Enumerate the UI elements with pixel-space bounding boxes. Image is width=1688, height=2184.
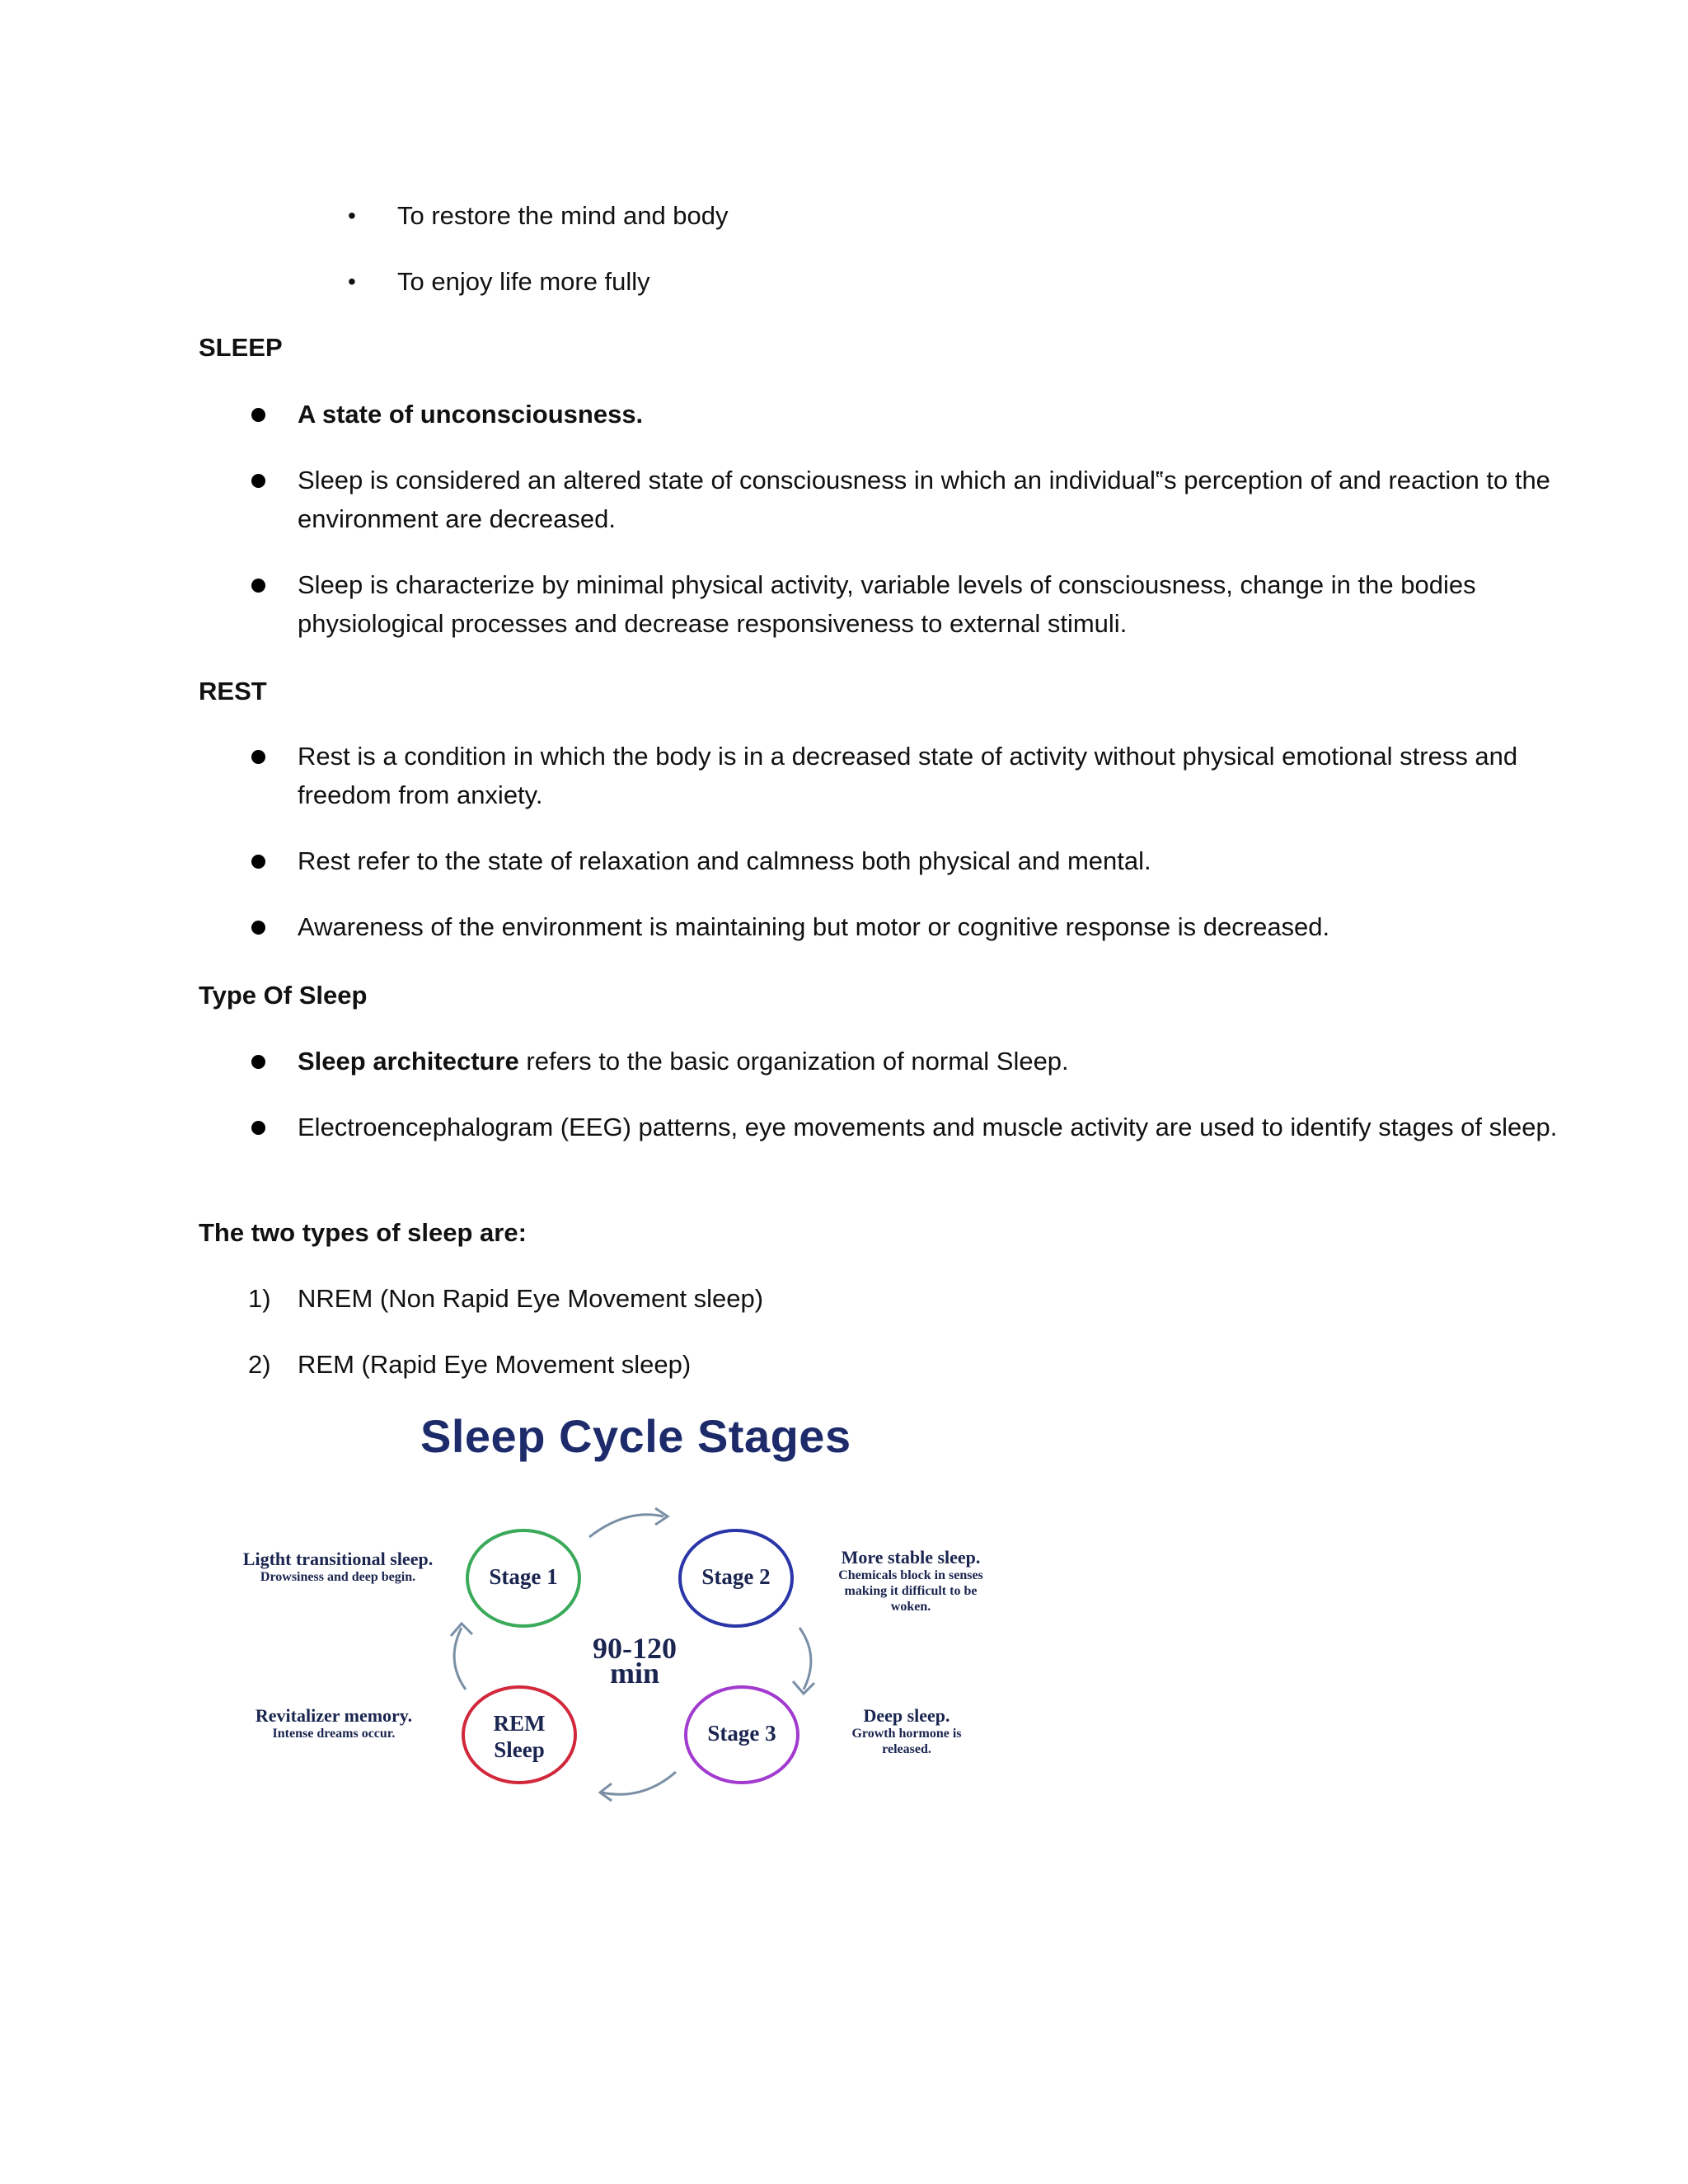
rem-label-line2: Sleep [494, 1737, 545, 1762]
stage-2-label: Stage 2 [701, 1564, 771, 1589]
stage-1-desc-sub: Drowsiness and deep begin. [260, 1570, 416, 1584]
rest-bullet-3: Awareness of the environment is maintaining but motor or cognitive response is decreased. [298, 912, 1330, 941]
bullet-dot [251, 855, 265, 869]
list-item-nrem: NREM (Non Rapid Eye Movement sleep) [298, 1284, 764, 1313]
stage-3-description [824, 1706, 989, 1757]
arrow-icon [585, 1504, 676, 1545]
rem-label-line1: REM [493, 1711, 546, 1736]
type-bullet-1-text: refers to the basic organization of normal Sleep. [518, 1047, 1069, 1076]
top-bullet-text: To restore the mind and body [397, 201, 729, 230]
rem-description [223, 1706, 445, 1741]
stage-3-label: Stage 3 [707, 1721, 776, 1746]
arrow-icon [593, 1764, 684, 1805]
bullet-dot [251, 750, 265, 764]
arrow-icon [441, 1619, 482, 1694]
bullet-marker: • [348, 269, 356, 294]
list-number: 1) [248, 1284, 271, 1313]
section-heading-sleep: SLEEP [199, 333, 283, 362]
stage-2-description [816, 1548, 1006, 1615]
type-bullet-1-bold: Sleep architecture [298, 1047, 519, 1076]
bullet-dot [251, 474, 265, 488]
bullet-dot [251, 408, 265, 422]
rem-desc-sub: Intense dreams occur. [272, 1727, 396, 1741]
rest-bullet-2: Rest refer to the state of relaxation and calmness both physical and mental. [298, 846, 1151, 875]
type-bullet-2: Electroencephalogram (EEG) patterns, eye movements and muscle activity are used to identify stages of sleep. [298, 1113, 1558, 1141]
type-bullet-1 [298, 1042, 1069, 1080]
rest-bullet-1: Rest is a condition in which the body is in a decreased state of activity without physical emotional stress and freedom from anxiety. [298, 742, 1518, 809]
bullet-dot [251, 1055, 265, 1069]
section-heading-type-of-sleep: Type Of Sleep [199, 981, 368, 1010]
stage-1-desc-main: Ligtht transitional sleep. [242, 1549, 434, 1569]
stage-3-desc-sub: Growth hormone is released. [851, 1727, 962, 1756]
stage-1-label: Stage 1 [489, 1564, 558, 1589]
bullet-dot [251, 1121, 265, 1135]
list-item-rem: REM (Rapid Eye Movement sleep) [298, 1350, 692, 1379]
bullet-dot [251, 579, 265, 593]
top-bullet-text: To enjoy life more fully [397, 267, 650, 296]
sleep-cycle-figure [223, 1401, 1030, 1863]
bullet-dot [251, 921, 265, 935]
section-heading-rest: REST [199, 677, 267, 705]
bullet-marker: • [348, 203, 356, 228]
sleep-bullet-1: A state of unconsciousness. [298, 400, 644, 429]
stage-2-desc-main: More stable sleep. [841, 1547, 981, 1568]
figure-title: Sleep Cycle Stages [420, 1410, 851, 1462]
section-heading-two-types: The two types of sleep are: [199, 1218, 527, 1247]
cycle-duration [577, 1632, 692, 1690]
rem-label [466, 1710, 573, 1763]
sleep-bullet-2: Sleep is considered an altered state of consciousness in which an individual‟s perception of and reaction to the environment are decreased. [298, 466, 1550, 533]
rem-desc-main: Revitalizer memory. [255, 1705, 413, 1726]
stage-2-desc-sub: Chemicals block in senses making it difficult to be woken. [838, 1568, 983, 1614]
list-number: 2) [248, 1350, 271, 1379]
stage-3-desc-main: Deep sleep. [863, 1705, 950, 1726]
arrow-icon [783, 1624, 824, 1698]
cycle-duration-unit: min [609, 1657, 659, 1690]
cycle-duration-value: 90-120 [593, 1632, 677, 1665]
sleep-bullet-3: Sleep is characterize by minimal physical activity, variable levels of consciousness, change in the bodies physiological processes and decrease responsiveness to external stimuli. [298, 570, 1476, 638]
stage-1-description [223, 1549, 453, 1585]
